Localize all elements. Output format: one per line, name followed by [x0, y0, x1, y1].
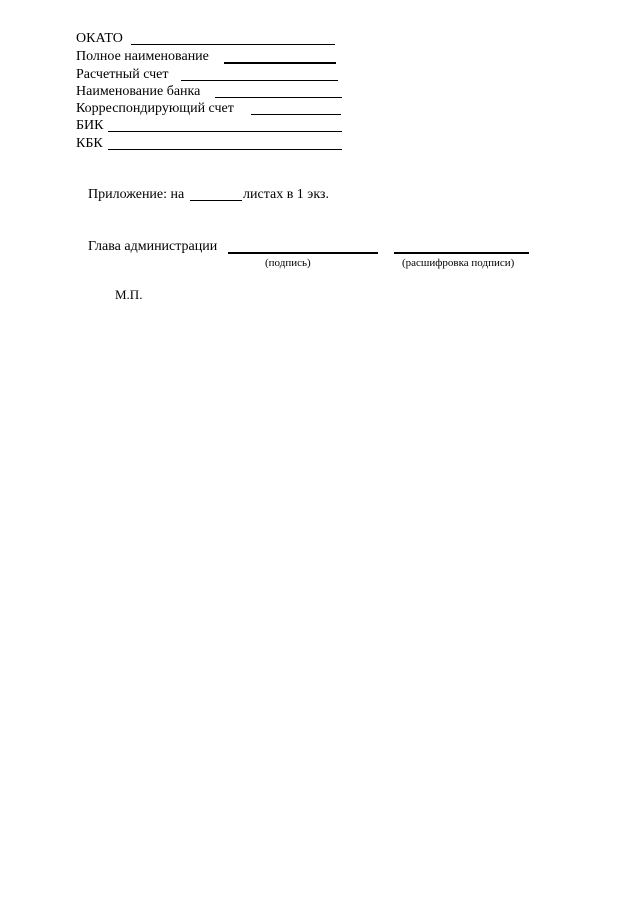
okato-fill-line[interactable] — [131, 44, 335, 45]
corr-account-fill-line[interactable] — [251, 114, 341, 115]
signature-caption: (подпись) — [265, 257, 311, 269]
stamp-place-label: М.П. — [115, 287, 143, 302]
kbk-label: КБК — [76, 136, 103, 151]
attachment-suffix: листах в 1 экз. — [243, 187, 329, 202]
attachment-sheets-fill-line[interactable] — [190, 200, 242, 201]
kbk-fill-line[interactable] — [108, 149, 342, 150]
bik-label: БИК — [76, 118, 104, 133]
full-name-fill-line[interactable] — [224, 62, 336, 64]
signature-decoding-caption: (расшифровка подписи) — [402, 257, 515, 269]
corr-account-label: Корреспондирующий счет — [76, 101, 234, 116]
signature-decoding-fill-line[interactable] — [394, 252, 529, 254]
bank-name-fill-line[interactable] — [215, 97, 342, 98]
account-label: Расчетный счет — [76, 67, 169, 82]
head-of-administration-label: Глава администрации — [88, 239, 218, 254]
attachment-prefix: Приложение: на — [88, 187, 185, 202]
account-fill-line[interactable] — [181, 80, 338, 81]
bik-fill-line[interactable] — [108, 131, 342, 132]
okato-label: ОКАТО — [76, 31, 123, 46]
bank-name-label: Наименование банка — [76, 84, 201, 99]
signature-fill-line[interactable] — [228, 252, 378, 254]
full-name-label: Полное наименование — [76, 49, 209, 64]
